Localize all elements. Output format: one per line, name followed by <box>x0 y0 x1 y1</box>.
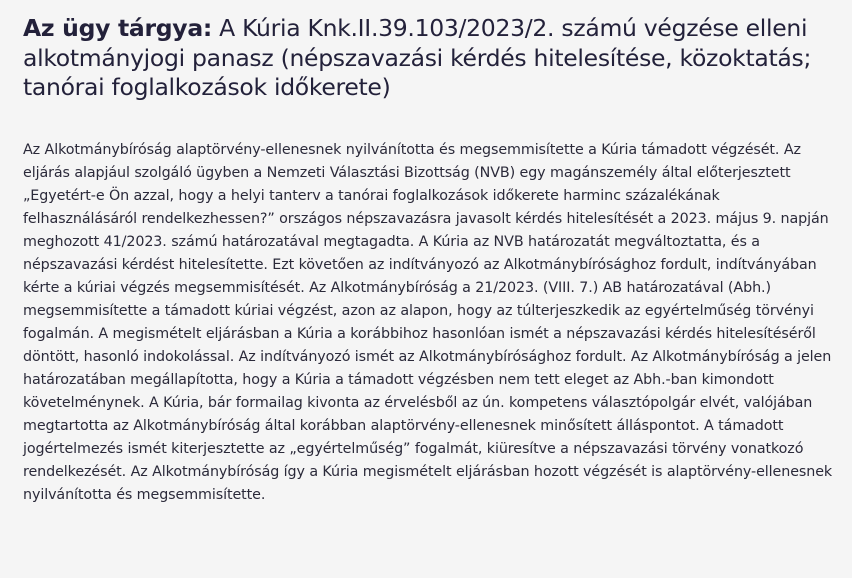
case-subject-text: A Kúria Knk.II.39.103/2023/2. számú végzése elleni alkotmányjogi panasz (népszavazási kérdés hitelesítése, közoktatás; tanórai foglalkozások időkerete) <box>23 14 812 101</box>
case-subject-label: Az ügy tárgya: <box>23 14 212 42</box>
case-subject-heading <box>23 14 834 103</box>
decision-summary-paragraph: Az Alkotmánybíróság alaptörvény-ellenesnek nyilvánította és megsemmisítette a Kúria támadott végzését. Az eljárás alapjául szolgáló ügyben a Nemzeti Választási Bizottság (NVB) egy magánszemély által előterjesztett „Egyetért-e Ön azzal, hogy a helyi tanterv a tanórai foglalkozások időkerete harminc százalékának felhasználásáról rendelkezhessen?” országos népszavazásra javasolt kérdés hitelesítését a 2023. május 9. napján meghozott 41/2023. számú határozatával megtagadta. A Kúria az NVB határozatát megváltoztatta, és a népszavazási kérdést hitelesítette. Ezt követően az indítványozó az Alkotmánybírósághoz fordult, indítványában kérte a kúriai végzés megsemmisítését. Az Alkotmánybíróság a 21/2023. (VIII. 7.) AB határozatával (Abh.) megsemmisítette a támadott kúriai végzést, azon az alapon, hogy az túlterjeszkedik az egyértelműség törvényi fogalmán. A megismételt eljárásban a Kúria a korábbihoz hasonlóan ismét a népszavazási kérdés hitelesítéséről döntött, hasonló indokolással. Az indítványozó ismét az Alkotmánybírósághoz fordult. Az Alkotmánybíróság a jelen határozatában megállapította, hogy a Kúria a támadott végzésben nem tett eleget az Abh.-ban kimondott követelménynek. A Kúria, bár formailag kivonta az érvelésből az ún. kompetens választópolgár elvét, valójában megtartotta az Alkotmánybíróság által korábban alaptörvény-ellenesnek minősített álláspontot. A támadott jogértelmezés ismét kiterjesztette az „egyértelműség” fogalmát, kiüresítve a népszavazási törvény vonatkozó rendelkezését. Az Alkotmánybíróság így a Kúria megismételt eljárásban hozott végzését is alaptörvény-ellenesnek nyilvánította és megsemmisítette. <box>23 141 833 503</box>
